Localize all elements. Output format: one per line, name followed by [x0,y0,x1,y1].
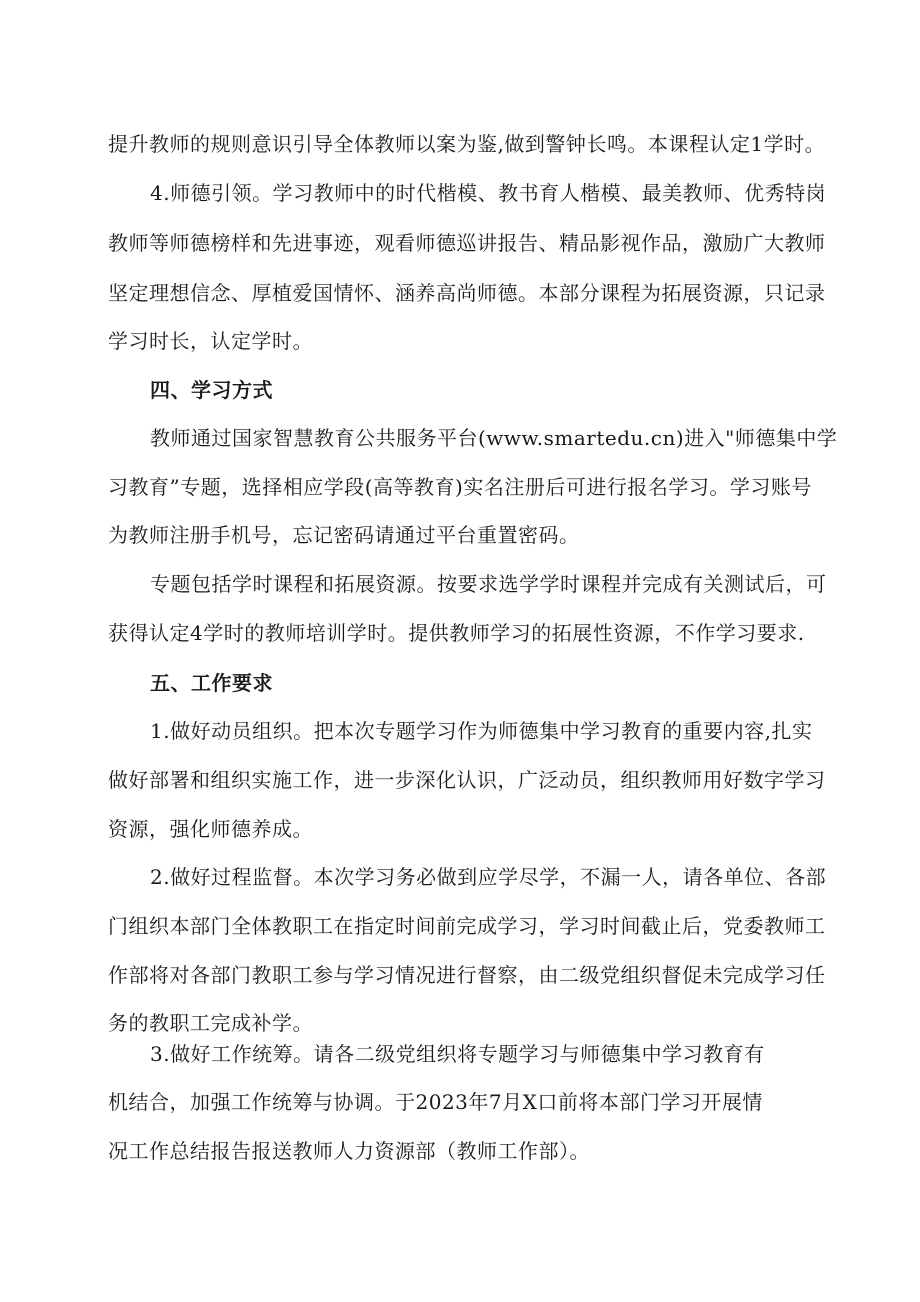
paragraph-line-16: 作部将对各部门教职工参与学习情况进行督察，由二级党组织督促未完成学习任 [108,963,826,987]
paragraph-line-17: 务的教职工完成补学。 [108,1011,313,1035]
paragraph-line-9: 专题包括学时课程和拓展资源。按要求选学学时课程并完成有关测试后，可 [150,572,827,596]
paragraph-line-11: 1.做好动员组织。把本次专题学习作为师德集中学习教育的重要内容,扎实 [150,719,813,743]
paragraph-line-13: 资源，强化师德养成。 [108,817,313,841]
paragraph-line-15: 门组织本部门全体教职工在指定时间前完成学习，学习时间截止后，党委教师工 [108,914,826,938]
paragraph-line-18: 3.做好工作统筹。请各二级党组织将专题学习与师德集中学习教育有 [150,1042,765,1066]
paragraph-line-1: 提升教师的规则意识引导全体教师以案为鉴,做到警钟长鸣。本课程认定1学时。 [108,132,826,156]
section-heading-5: 五、工作要求 [150,671,273,695]
paragraph-line-10: 获得认定4学时的教师培训学时。提供教师学习的拓展性资源，不作学习要求. [108,621,805,645]
paragraph-line-19: 机结合，加强工作统筹与协调。于2023年7月X口前将本部门学习开展情 [108,1090,763,1114]
paragraph-line-4: 坚定理想信念、厚植爱国情怀、涵养高尚师德。本部分课程为拓展资源，只记录 [108,281,826,305]
paragraph-line-12: 做好部署和组织实施工作，进一步深化认识，广泛动员，组织教师用好数字学习 [108,768,826,792]
paragraph-line-6: 教师通过国家智慧教育公共服务平台(www.smartedu.cn)进入"师德集中学 [150,426,838,450]
paragraph-line-14: 2.做好过程监督。本次学习务必做到应学尽学，不漏一人，请各单位、各部 [150,865,827,889]
paragraph-line-20: 况工作总结报告报送教师人力资源部（教师工作部）。 [108,1139,590,1163]
paragraph-line-7: 习教育”专题，选择相应学段(高等教育)实名注册后可进行报名学习。学习账号 [108,475,812,499]
paragraph-line-2: 4.师德引领。学习教师中的时代楷模、教书育人楷模、最美教师、优秀特岗 [150,181,827,205]
section-heading-4: 四、学习方式 [150,378,273,402]
paragraph-line-5: 学习时长，认定学时。 [108,329,313,353]
paragraph-line-3: 教师等师德榜样和先进事迹，观看师德巡讲报告、精品影视作品，激励广大教师 [108,231,826,255]
paragraph-line-8: 为教师注册手机号，忘记密码请通过平台重置密码。 [108,523,580,547]
